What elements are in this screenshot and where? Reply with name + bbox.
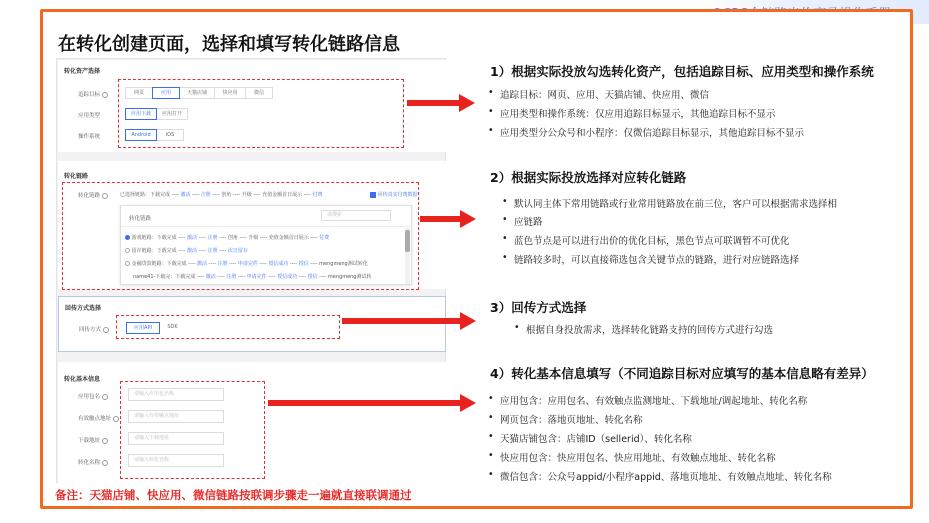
card-title: 转化资产选择 xyxy=(64,68,101,75)
section-title-4: 4）转化基本信息填写（不同追踪目标对应填写的基本信息略有差异） xyxy=(490,366,874,381)
help-icon xyxy=(113,416,119,422)
download-url-input[interactable]: 请输入下载地址 xyxy=(128,432,224,445)
bullet: • 追踪目标：网页、应用、天猫店铺、快应用、微信 xyxy=(500,87,709,101)
field-label: 转化名称 xyxy=(78,458,108,466)
bullet: • 根据自身投放需求，选择转化链路支持的回传方式进行勾选 xyxy=(526,322,773,336)
field-label: 下载地址 xyxy=(78,436,108,444)
app-type-download[interactable]: 应用下载 xyxy=(125,108,157,120)
bullet: • 应用类型分公众号和小程序：仅微信追踪目标显示，其他追踪目标不显示 xyxy=(500,125,804,139)
track-option-wechat[interactable]: 微信 xyxy=(245,87,273,99)
chain-option[interactable]: 留存链路：下载完成 ---- 激活 ---- 注册 ---- 次日留存 xyxy=(125,247,248,254)
arrow-right-icon xyxy=(342,312,476,330)
field-label: 应用包名 xyxy=(78,392,108,400)
package-name-input[interactable]: 请输入应用包名称 xyxy=(128,388,224,401)
help-icon xyxy=(102,460,108,466)
bullet: • 快应用包含：快应用包名、快应用地址、有效触点地址、转化名称 xyxy=(500,450,776,464)
dropdown-title: 转化链路 xyxy=(129,216,152,222)
bullet: • 链路较多时，可以直接筛选包含关键节点的链路，进行对应链路选择 xyxy=(514,252,799,266)
bullet: • 蓝色节点是可以进行出价的优化目标，黑色节点可联调暂不可优化 xyxy=(514,233,790,247)
arrow-right-icon xyxy=(420,210,476,228)
selected-chain: 已选择链路：下载完成 ---- 激活 ---- 注册 ---- 创角 ---- 升级 ---- 充值金额首日展示 ---- 付费 xyxy=(120,192,323,198)
card-title: 回传方式选择 xyxy=(65,305,102,312)
chain-option[interactable]: name41-下载完：下载完成 ---- 激活 ---- 注册 ---- 申请完件 ---- 授信成功 ---- 授信 ---- mengmeng测试转 xyxy=(133,274,372,280)
os-android[interactable]: Android xyxy=(125,129,157,141)
arrow-right-icon xyxy=(268,394,476,412)
chain-search-input[interactable]: 请搜索 xyxy=(321,210,391,221)
track-option-tmall[interactable]: 天猫店铺 xyxy=(179,87,215,99)
highlight-box-chain xyxy=(62,182,419,290)
bullet: • 微信包含：公众号appid/小程序appid、落地页地址、有效触点地址、转化名称 xyxy=(500,469,832,483)
field-label: 有效触点地址 xyxy=(78,414,119,422)
section-title-3: 3）回传方式选择 xyxy=(490,300,587,315)
bullet-continuation: • 应链路 xyxy=(514,214,543,228)
bullet: • 天猫店铺包含：店铺ID（sellerid）、转化名称 xyxy=(500,431,692,445)
os-ios[interactable]: iOS xyxy=(156,129,184,141)
realtime-checkbox-row[interactable]: 回传真实付费数据 xyxy=(370,191,418,198)
help-icon xyxy=(103,327,109,333)
chain-label: 转化链路 xyxy=(78,191,108,199)
track-option-app[interactable]: 应用 xyxy=(152,87,180,99)
section-title-1: 1）根据实际投放勾选转化资产，包括追踪目标、应用类型和操作系统 xyxy=(490,64,874,79)
arrow-right-icon xyxy=(407,94,475,112)
bullet: • 应用类型和操作系统：仅应用追踪目标显示，其他追踪目标不显示 xyxy=(500,106,776,120)
bullet: • 网页包含：落地页地址、转化名称 xyxy=(500,412,643,426)
highlight-box-basic xyxy=(120,381,265,479)
help-icon xyxy=(102,92,108,98)
page-title: 在转化创建页面，选择和填写转化链路信息 xyxy=(58,34,400,55)
track-option-quickapp[interactable]: 快应用 xyxy=(214,87,246,99)
app-type-open[interactable]: 应用打开 xyxy=(156,108,188,120)
chain-option[interactable]: 游戏链路：下载完成 ---- 激活 ---- 注册 ---- 创角 ---- 升级 ---- 充值金额首日展示 ---- 付费 xyxy=(125,234,329,241)
chain-option[interactable]: 金融贷款链路：下载完成 ---- 激活 ---- 注册 ---- 申请完件 ---- 授信成功 ---- 授信 ---- mengmeng测试转化 xyxy=(125,260,368,267)
touchpoint-url-input[interactable]: 请输入有效触点地址 xyxy=(128,410,224,423)
help-icon xyxy=(102,438,108,444)
return-option-sdk[interactable]: SDK xyxy=(159,322,187,334)
app-type-label: 应用类型 xyxy=(78,113,101,119)
help-icon xyxy=(102,394,108,400)
card-title: 转化基本信息 xyxy=(64,376,101,383)
card-title: 转化链路 xyxy=(64,173,89,180)
footnote: 备注：天猫店铺、快应用、微信链路按联调步骤走一遍就直接联调通过 xyxy=(55,488,412,502)
track-option-web[interactable]: 网页 xyxy=(125,87,153,99)
section-title-2: 2）根据实际投放选择对应转化链路 xyxy=(490,170,687,185)
track-target-label: 追踪目标 xyxy=(78,90,108,98)
os-label: 操作系统 xyxy=(78,134,101,140)
return-option-api[interactable]: 应用API xyxy=(126,322,160,334)
bullet: • 应用包含：应用包名、有效触点监测地址、下载地址/调起地址、转化名称 xyxy=(500,393,807,407)
conversion-name-input[interactable]: 请输入转化名称 xyxy=(128,454,224,467)
return-method-label: 回传方式 xyxy=(79,325,109,333)
bullet: • 默认同主体下常用链路或行业常用链路放在前三位，客户可以根据需求选择相 xyxy=(514,196,837,210)
